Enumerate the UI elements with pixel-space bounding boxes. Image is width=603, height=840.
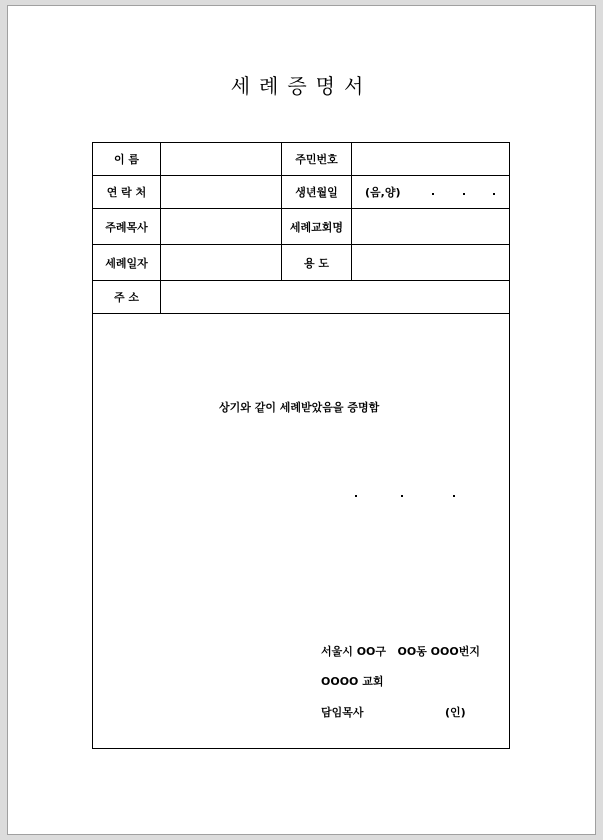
field-purpose[interactable] [352,245,509,280]
field-address[interactable] [161,281,509,313]
label-birthdate: 생년월일 [295,186,338,199]
label-name: 이 름 [113,153,140,166]
field-officiating-pastor[interactable] [161,209,281,244]
label-baptism-date: 세례일자 [105,256,148,270]
field-contact[interactable] [161,176,281,208]
label-address: 주 소 [113,291,140,304]
label-resident-number: 주민번호 [295,153,338,166]
field-birthdate[interactable] [352,176,509,208]
field-baptism-date[interactable] [161,245,281,280]
lunar-solar-label: (음,양) [365,186,401,199]
label-purpose: 용 도 [303,256,330,270]
certification-statement: 상기와 같이 세례받았음을 증명함 [219,401,380,414]
pastor-label: 담임목사 [321,706,364,719]
row-divider [93,313,509,314]
document-title: 세례증명서 [230,74,373,98]
label-officiating-pastor: 주례목사 [105,220,148,234]
field-name[interactable] [161,143,281,175]
field-baptism-church[interactable] [352,209,509,244]
date-separator-dot [493,193,495,195]
label-contact: 연 락 처 [106,186,147,199]
field-resident-number[interactable] [352,143,509,175]
issue-date-dot [453,495,455,497]
church-address: 서울시 OO구 OO동 OOO번지 [321,645,480,658]
issue-date-dot [355,495,357,497]
church-name: OOOO 교회 [321,675,384,688]
date-separator-dot [432,193,434,195]
date-separator-dot [463,193,465,195]
issue-date-dot [401,495,403,497]
certificate-table [92,142,510,749]
label-baptism-church: 세례교회명 [289,220,344,234]
seal-mark: (인) [445,706,466,719]
